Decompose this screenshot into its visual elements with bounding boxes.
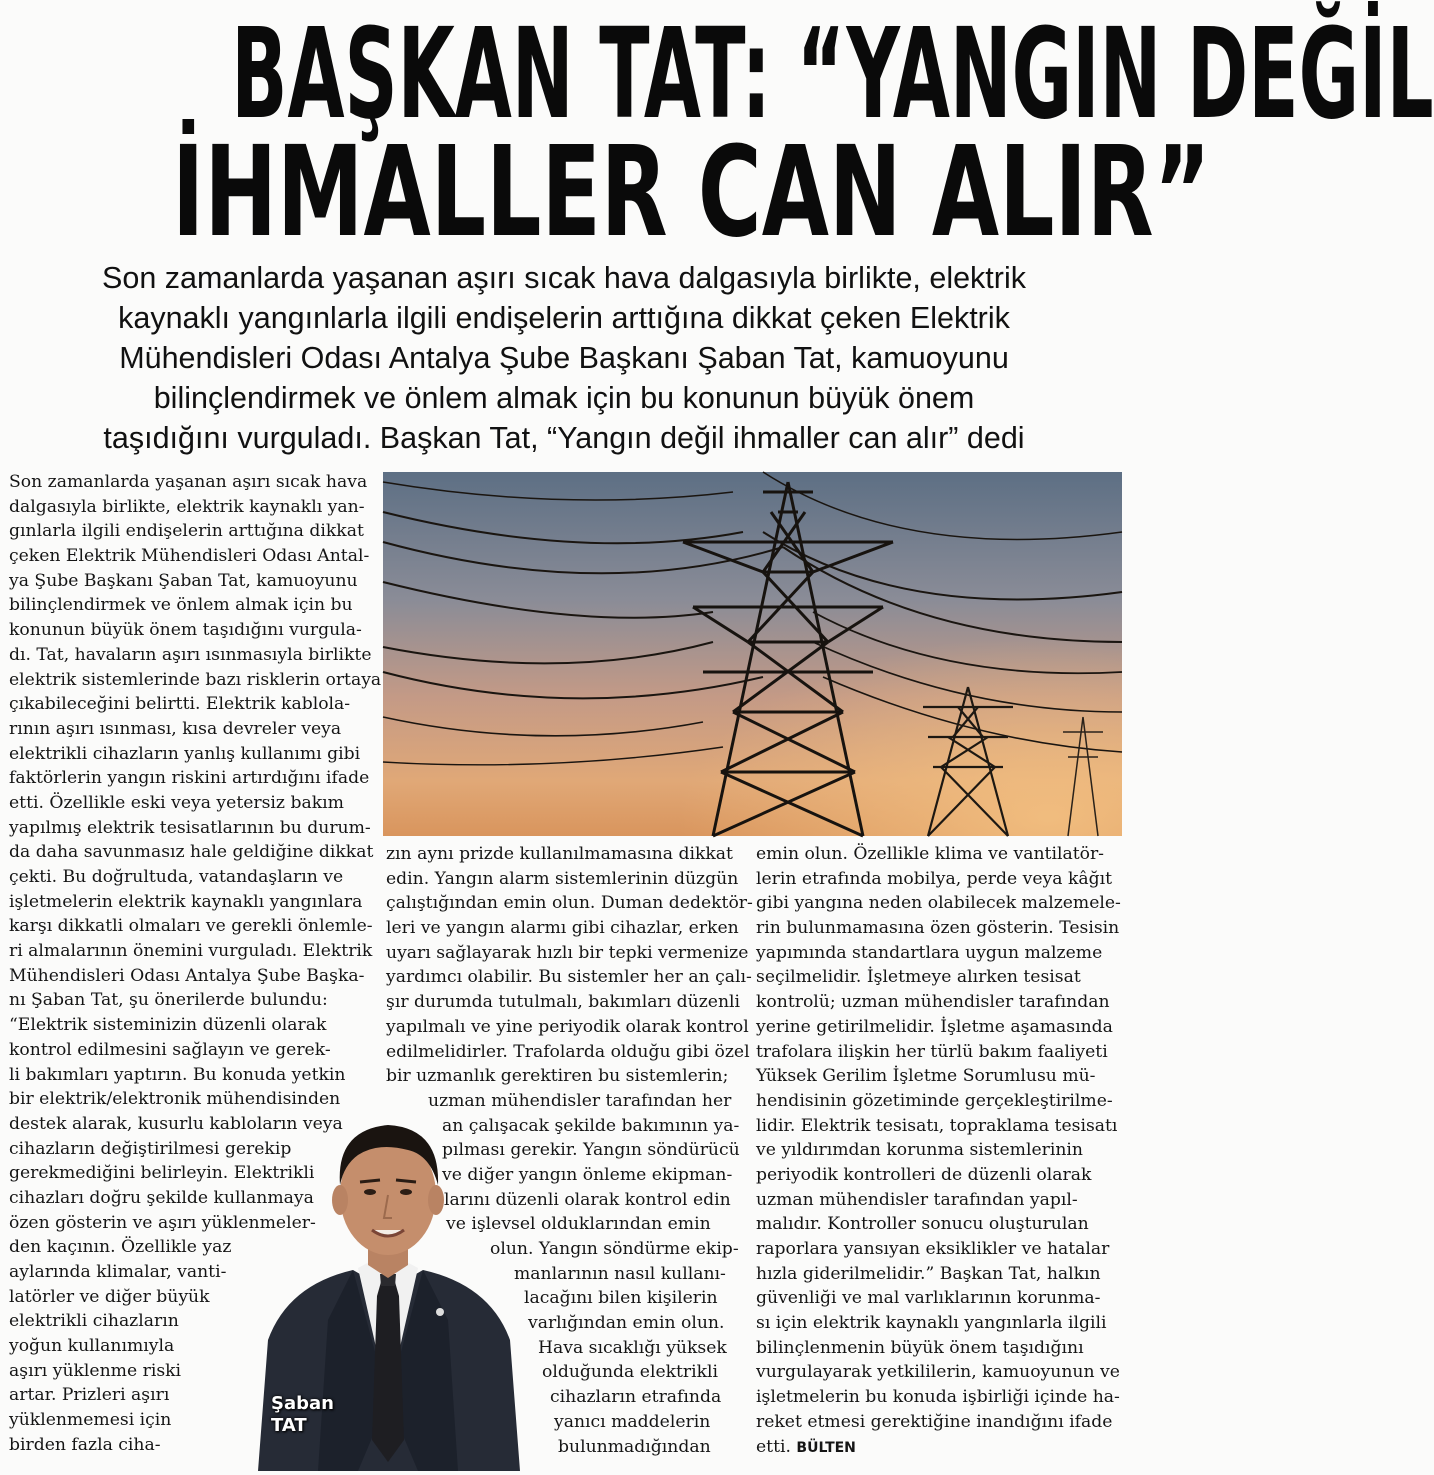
text-line: etti. Özellikle eski veya yetersiz bakım	[9, 792, 344, 813]
text-line: ri almalarının önemini vurguladı. Elektrik	[9, 941, 373, 962]
text-line: hendisinin gözetiminde gerçekleştirilme-	[756, 1090, 1113, 1111]
byline: BÜLTEN	[796, 1439, 856, 1456]
text-line: destek alarak, kusurlu kabloların veya	[9, 1113, 343, 1134]
text-line: ve işlevsel olduklarından emin	[446, 1214, 711, 1235]
deck-line: Son zamanlarda yaşanan aşırı sıcak hava dalgasıyla birlikte, elektrik	[102, 261, 1026, 295]
text-line: faktörlerin yangın riskini artırdığını ifade	[9, 768, 370, 789]
text-line: Yüksek Gerilim İşletme Sorumlusu mü-	[756, 1066, 1096, 1087]
text-line: manlarının nasıl kullanı-	[514, 1263, 726, 1284]
text-line: leri ve yangın alarmı gibi cihazlar, erken	[386, 918, 739, 939]
text-line: yapılmış elektrik tesisatlarının bu durum-	[9, 817, 371, 838]
text-line: rının aşırı ısınması, kısa devreler veya	[9, 718, 342, 739]
text-line: olun. Yangın söndürme ekip-	[490, 1239, 739, 1259]
text-line: trafolara ilişkin her türlü bakım faaliyeti	[756, 1041, 1108, 1062]
text-line: cihazların değiştirilmesi gerekip	[9, 1138, 292, 1159]
text-line: sı için elektrik kaynaklı yangınlarla ilgili	[756, 1313, 1107, 1334]
text-line: aylarında klimalar, vanti-	[9, 1262, 227, 1282]
text-line: pılması gerekir. Yangın söndürücü	[442, 1140, 740, 1161]
deck-line: taşıdığını vurguladı. Başkan Tat, “Yangın değil ihmaller can alır” dedi	[103, 421, 1025, 455]
text-line: lidir. Elektrik tesisatı, topraklama tesisatı	[756, 1115, 1118, 1136]
text-line: olduğunda elektrikli	[542, 1362, 719, 1383]
deck-line: bilinçlendirmek ve önlem almak için bu konunun büyük önem	[153, 381, 975, 415]
text-line: elektrik sistemlerinde bazı risklerin ortaya	[9, 669, 382, 690]
text-line: çeken Elektrik Mühendisleri Odası Antal-	[9, 546, 370, 567]
headline-line-2: İHMALLER CAN ALIR”	[172, 120, 1211, 265]
text-line: uzman mühendisler tarafından yapıl-	[756, 1189, 1078, 1210]
power-lines-photo	[383, 472, 1122, 836]
text-line: edilmelidirler. Trafolarda olduğu gibi özel	[386, 1041, 750, 1062]
text-line: çıkabileceğini belirtti. Elektrik kablola-	[9, 694, 351, 715]
portrait-caption	[271, 1393, 334, 1437]
text-line-end: etti.	[756, 1436, 791, 1457]
text-line: lerin etrafında mobilya, perde veya kâğıt	[756, 868, 1113, 889]
text-line: “Elektrik sisteminizin düzenli olarak	[9, 1015, 327, 1036]
text-line: da daha savunmasız hale geldiğine dikkat	[9, 842, 374, 863]
text-line: şır durumda tutulmalı, bakımları düzenli	[386, 992, 741, 1013]
text-line: özen gösterin ve aşırı yüklenmeler-	[9, 1212, 316, 1233]
text-line: seçilmelidir. İşletmeye alırken tesisat	[756, 967, 1081, 988]
text-line: bilinçlendirmek ve önlem almak için bu	[9, 595, 353, 616]
text-line: elektrikli cihazların yanlış kullanımı gibi	[9, 743, 361, 764]
text-line: çekti. Bu doğrultuda, vatandaşların ve	[9, 867, 344, 887]
deck-summary	[6, 258, 1122, 458]
text-line: rin bulunmamasına özen gösterin. Tesisin	[756, 918, 1120, 939]
deck-line: kaynaklı yangınlarla ilgili endişelerin arttığına dikkat çeken Elektrik	[118, 301, 1010, 335]
text-line: cihazların etrafında	[550, 1387, 722, 1408]
text-line: konunun büyük önem taşıdığını vurgula-	[9, 620, 362, 641]
text-line: gerekmediğini belirleyin. Elektrikli	[9, 1163, 315, 1184]
text-line: latörler ve diğer büyük	[9, 1286, 210, 1307]
text-line: dalgasıyla birlikte, elektrik kaynaklı yan-	[9, 496, 365, 517]
text-line: kontrolü; uzman mühendisler tarafından	[756, 992, 1110, 1013]
text-line: yardımcı olabilir. Bu sistemler her an çalı-	[386, 967, 752, 988]
caption-first-name: Şaban	[271, 1393, 334, 1414]
text-line: periyodik kontrolleri de düzenli olarak	[756, 1164, 1092, 1185]
text-line: yüklenmemesi için	[9, 1410, 172, 1431]
text-line: güvenliği ve mal varlıklarının korunma-	[756, 1288, 1101, 1309]
text-line: yapımında standartlara uygun malzeme	[756, 942, 1103, 963]
text-line: karşı dikkatli olmaları ve gerekli önlemle-	[9, 916, 373, 937]
text-line: işletmelerin elektrik kaynaklı yangınlara	[9, 891, 363, 912]
text-line: ve diğer yangın önleme ekipman-	[442, 1164, 733, 1185]
text-line: çalıştığından emin olun. Duman dedektör-	[386, 893, 753, 914]
text-line: zın aynı prizde kullanılmamasına dikkat	[386, 844, 733, 864]
text-line: yoğun kullanımıyla	[9, 1336, 175, 1357]
text-line: ve yıldırımdan korunma sistemlerinin	[756, 1140, 1083, 1161]
text-line: yanıcı maddelerin	[554, 1411, 711, 1432]
headline-line-1: BAŞKAN TAT: “YANGIN DEĞİL	[231, 2, 1434, 147]
text-line: cihazları doğru şekilde kullanmaya	[9, 1187, 314, 1208]
text-line: yerine getirilmelidir. İşletme aşamasında	[756, 1016, 1113, 1037]
text-line	[756, 1435, 1121, 1460]
text-line: uyarı sağlayarak hızlı bir tepki vermenize	[386, 942, 749, 963]
text-line: an çalışacak şekilde bakımının ya-	[442, 1115, 740, 1136]
text-line: li bakımları yaptırın. Bu konuda yetkin	[9, 1064, 346, 1085]
text-line: vurgulayarak yetkililerin, kamuoyunun ve	[756, 1362, 1120, 1383]
text-line: nı Şaban Tat, şu önerilerde bulundu:	[9, 990, 328, 1011]
text-line: bulunmadığından	[558, 1436, 711, 1457]
text-line: birden fazla ciha-	[9, 1434, 161, 1455]
text-line: elektrikli cihazların	[9, 1311, 179, 1332]
text-line: gınlarla ilgili endişelerin arttığına dikkat	[9, 521, 364, 542]
text-line: edin. Yangın alarm sistemlerinin düzgün	[386, 868, 739, 889]
text-line: Son zamanlarda yaşanan aşırı sıcak hava	[9, 472, 368, 492]
text-line: kontrol edilmesini sağlayın ve gerek-	[9, 1039, 331, 1060]
text-line: Hava sıcaklığı yüksek	[538, 1337, 727, 1358]
text-line: uzman mühendisler tarafından her	[428, 1090, 732, 1111]
text-line: dı. Tat, havaların aşırı ısınmasıyla birlikte	[9, 644, 372, 665]
text-line: varlığından emin olun.	[528, 1313, 725, 1334]
caption-last-name: TAT	[271, 1415, 307, 1436]
text-line: yapılmalı ve yine periyodik olarak kontrol	[386, 1016, 749, 1037]
text-line: aşırı yüklenme riski	[9, 1360, 182, 1381]
text-line: işletmelerin bu konuda işbirliği içinde ha-	[756, 1387, 1120, 1408]
text-line: raporlara yansıyan eksiklikler ve hatalar	[756, 1239, 1110, 1259]
text-line: hızla giderilmelidir.” Başkan Tat, halkın	[756, 1263, 1101, 1284]
text-line: ya Şube Başkanı Şaban Tat, kamuoyunu	[9, 570, 358, 591]
text-line: Mühendisleri Odası Antalya Şube Başka-	[9, 965, 365, 986]
text-line: gibi yangına neden olabilecek malzemele-	[756, 893, 1121, 914]
text-line: bilinçlenmenin büyük önem taşıdığını	[756, 1337, 1084, 1358]
article-column-3	[756, 842, 1121, 1459]
text-line: malıdır. Kontroller sonucu oluşturulan	[756, 1214, 1089, 1235]
text-line: bir uzmanlık gerektiren bu sistemlerin;	[386, 1066, 729, 1087]
text-line: larını düzenli olarak kontrol edin	[444, 1189, 731, 1210]
text-line: bir elektrik/elektronik mühendisinden	[9, 1089, 341, 1110]
text-line: emin olun. Özellikle klima ve vantilatör-	[756, 844, 1104, 864]
text-line: reket etmesi gerektiğine inandığını ifade	[756, 1411, 1113, 1432]
text-line: den kaçının. Özellikle yaz	[9, 1237, 232, 1258]
deck-line: Mühendisleri Odası Antalya Şube Başkanı Şaban Tat, kamuoyunu	[119, 341, 1009, 375]
text-line: lacağını bilen kişilerin	[524, 1288, 718, 1309]
text-line: artar. Prizleri aşırı	[9, 1385, 170, 1406]
